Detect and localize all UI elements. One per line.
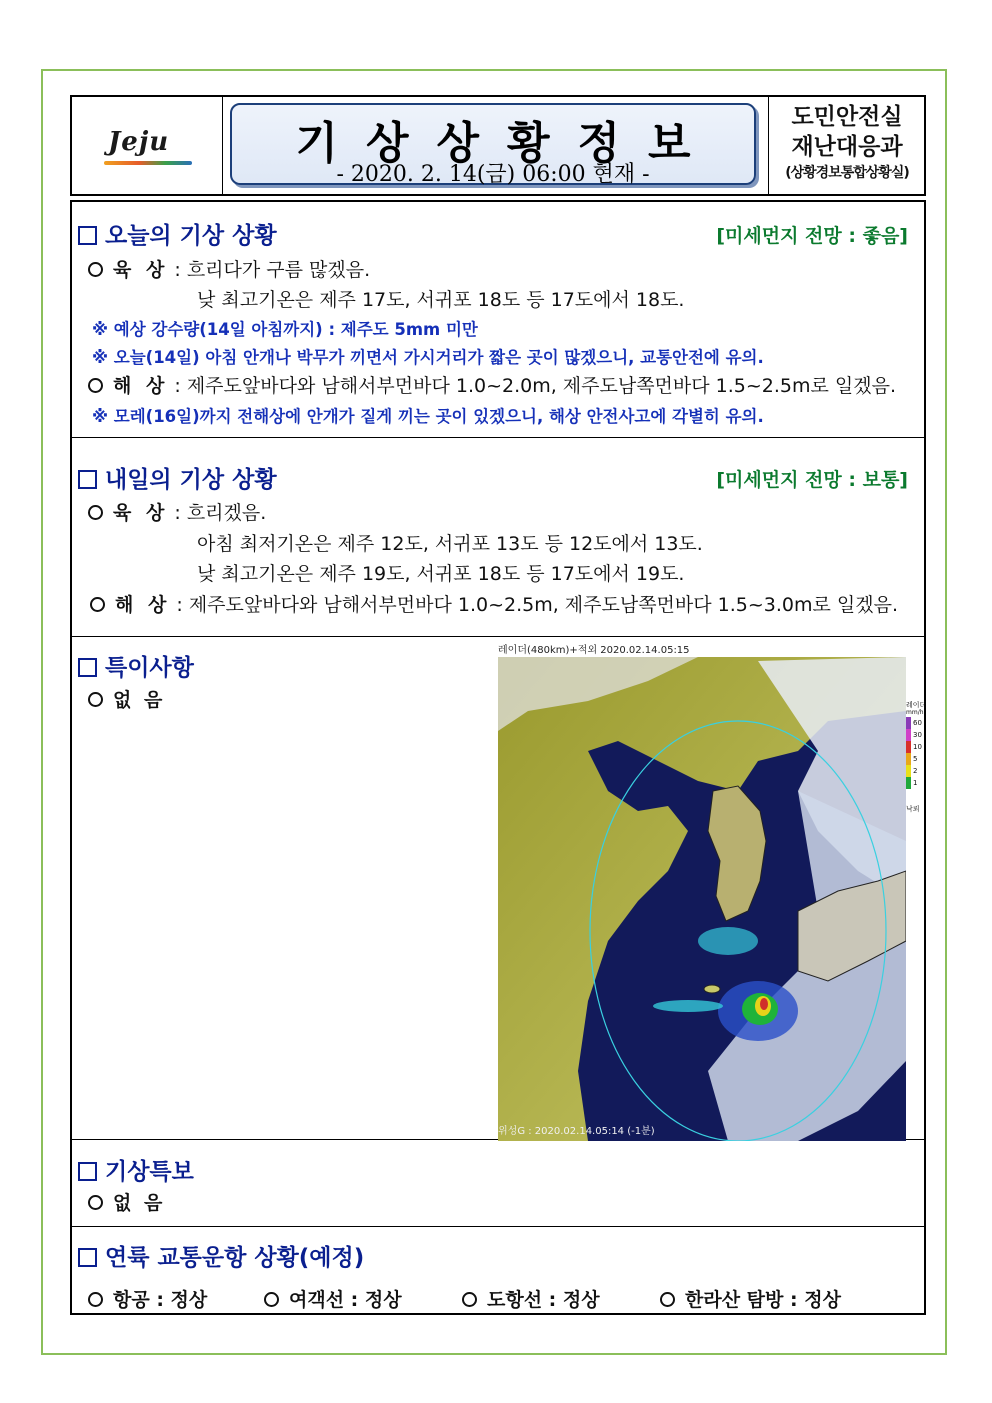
warning-heading: 기상특보 xyxy=(78,1153,194,1186)
special-heading: 특이사항 xyxy=(78,649,194,682)
transport-heading: 연륙 교통운항 상황(예정) xyxy=(78,1239,364,1272)
circle-bullet-icon xyxy=(90,597,105,612)
warning-item: 없 음 xyxy=(88,1188,165,1215)
legend-step xyxy=(906,777,928,789)
tomorrow-sea-row: 해 상 : 제주도앞바다와 남해서부먼바다 1.0~2.5m, 제주도남쪽먼바다 1.5~3.0m로 일겠음. xyxy=(90,590,898,617)
header xyxy=(70,95,926,196)
legend-swatch xyxy=(906,717,911,729)
legend-step xyxy=(906,741,928,753)
tomorrow-max-temp: 낮 최고기온은 제주 19도, 서귀포 18도 등 17도에서 19도. xyxy=(197,563,685,585)
transport-section xyxy=(72,1227,924,1313)
today-note-fog: ※ 오늘(14일) 아침 안개나 박무가 끼면서 가시거리가 짧은 곳이 많겠으니, 교통안전에 유의. xyxy=(92,348,764,367)
transport-shuttle: 도항선 : 정상 xyxy=(462,1285,600,1312)
legend-value: 60 xyxy=(913,719,922,727)
title-box xyxy=(230,103,756,185)
checkbox-icon xyxy=(78,226,97,245)
circle-bullet-icon xyxy=(660,1292,675,1307)
warning-section xyxy=(72,1140,924,1227)
legend-step xyxy=(906,729,928,741)
today-land-temp: 낮 최고기온은 제주 17도, 서귀포 18도 등 17도에서 18도. xyxy=(197,289,685,311)
today-heading: 오늘의 기상 상황 xyxy=(78,217,277,250)
division-name: 재난대응과 xyxy=(791,134,903,160)
department-name: 도민안전실 xyxy=(791,104,903,130)
tomorrow-min-temp: 아침 최저기온은 제주 12도, 서귀포 13도 등 12도에서 13도. xyxy=(197,533,703,555)
checkbox-icon xyxy=(78,1162,97,1181)
circle-bullet-icon xyxy=(88,692,103,707)
special-item: 없 음 xyxy=(88,685,165,712)
today-note-rain: ※ 예상 강수량(14일 아침까지) : 제주도 5mm 미만 xyxy=(92,320,478,339)
special-section xyxy=(72,637,927,1140)
legend-swatch xyxy=(906,777,911,789)
today-land-row: 육 상 : 흐리다가 구름 많겠음. xyxy=(88,255,370,282)
radar-footer: 위성G : 2020.02.14.05:14 (-1분) xyxy=(498,1126,655,1137)
checkbox-icon xyxy=(78,1248,97,1267)
jeju-logo: Jeju xyxy=(108,127,170,157)
legend-value: 1 xyxy=(913,779,918,787)
today-note-sea: ※ 모레(16일)까지 전해상에 안개가 짙게 끼는 곳이 있겠으니, 해상 안전사고에 각별히 유의. xyxy=(92,407,764,426)
circle-bullet-icon xyxy=(88,1292,103,1307)
tomorrow-dust-forecast: [미세먼지 전망 : 보통] xyxy=(716,469,908,491)
report-body xyxy=(70,200,926,1315)
legend-scale xyxy=(906,717,928,789)
today-sea-row: 해 상 : 제주도앞바다와 남해서부먼바다 1.0~2.0m, 제주도남쪽먼바다 1.5~2.5m로 일겠음. xyxy=(88,371,896,398)
page-date: - 2020. 2. 14(금) 06:00 현재 - xyxy=(336,162,650,187)
logo-cell xyxy=(72,97,223,194)
tomorrow-section xyxy=(72,438,924,637)
checkbox-icon xyxy=(78,658,97,677)
today-dust-forecast: [미세먼지 전망 : 좋음] xyxy=(716,225,908,247)
tomorrow-heading: 내일의 기상 상황 xyxy=(78,461,277,494)
legend-title: 레이더 xyxy=(906,701,927,709)
circle-bullet-icon xyxy=(88,1195,103,1210)
legend-swatch xyxy=(906,753,911,765)
legend-value: 10 xyxy=(913,743,922,751)
legend-value: 5 xyxy=(913,755,918,763)
checkbox-icon xyxy=(78,470,97,489)
legend-value: 30 xyxy=(913,731,922,739)
legend-step xyxy=(906,753,928,765)
legend-step xyxy=(906,765,928,777)
circle-bullet-icon xyxy=(264,1292,279,1307)
tomorrow-land-row: 육 상 : 흐리겠음. xyxy=(88,498,266,525)
circle-bullet-icon xyxy=(462,1292,477,1307)
legend-swatch xyxy=(906,741,911,753)
radar-legend xyxy=(906,701,928,813)
legend-lightning: 낙뢰 xyxy=(906,805,920,813)
radar-satellite-image xyxy=(498,641,927,1141)
legend-value: 2 xyxy=(913,767,918,775)
circle-bullet-icon xyxy=(88,262,103,277)
legend-unit: mm/h xyxy=(906,709,924,716)
transport-air: 항공 : 정상 xyxy=(88,1285,207,1312)
circle-bullet-icon xyxy=(88,378,103,393)
today-section xyxy=(72,202,924,438)
circle-bullet-icon xyxy=(88,505,103,520)
office-name: (상황경보통합상황실) xyxy=(785,165,909,181)
transport-ferry: 여객선 : 정상 xyxy=(264,1285,402,1312)
radar-map xyxy=(498,641,906,1141)
radar-caption: 레이더(480km)+적외 2020.02.14.05:15 xyxy=(498,641,906,655)
legend-swatch xyxy=(906,765,911,777)
page-title: 기상상황정보 xyxy=(295,118,719,169)
logo-swoosh xyxy=(104,161,192,165)
transport-hallasan: 한라산 탐방 : 정상 xyxy=(660,1285,841,1312)
department-cell xyxy=(768,97,925,194)
legend-step xyxy=(906,717,928,729)
legend-swatch xyxy=(906,729,911,741)
